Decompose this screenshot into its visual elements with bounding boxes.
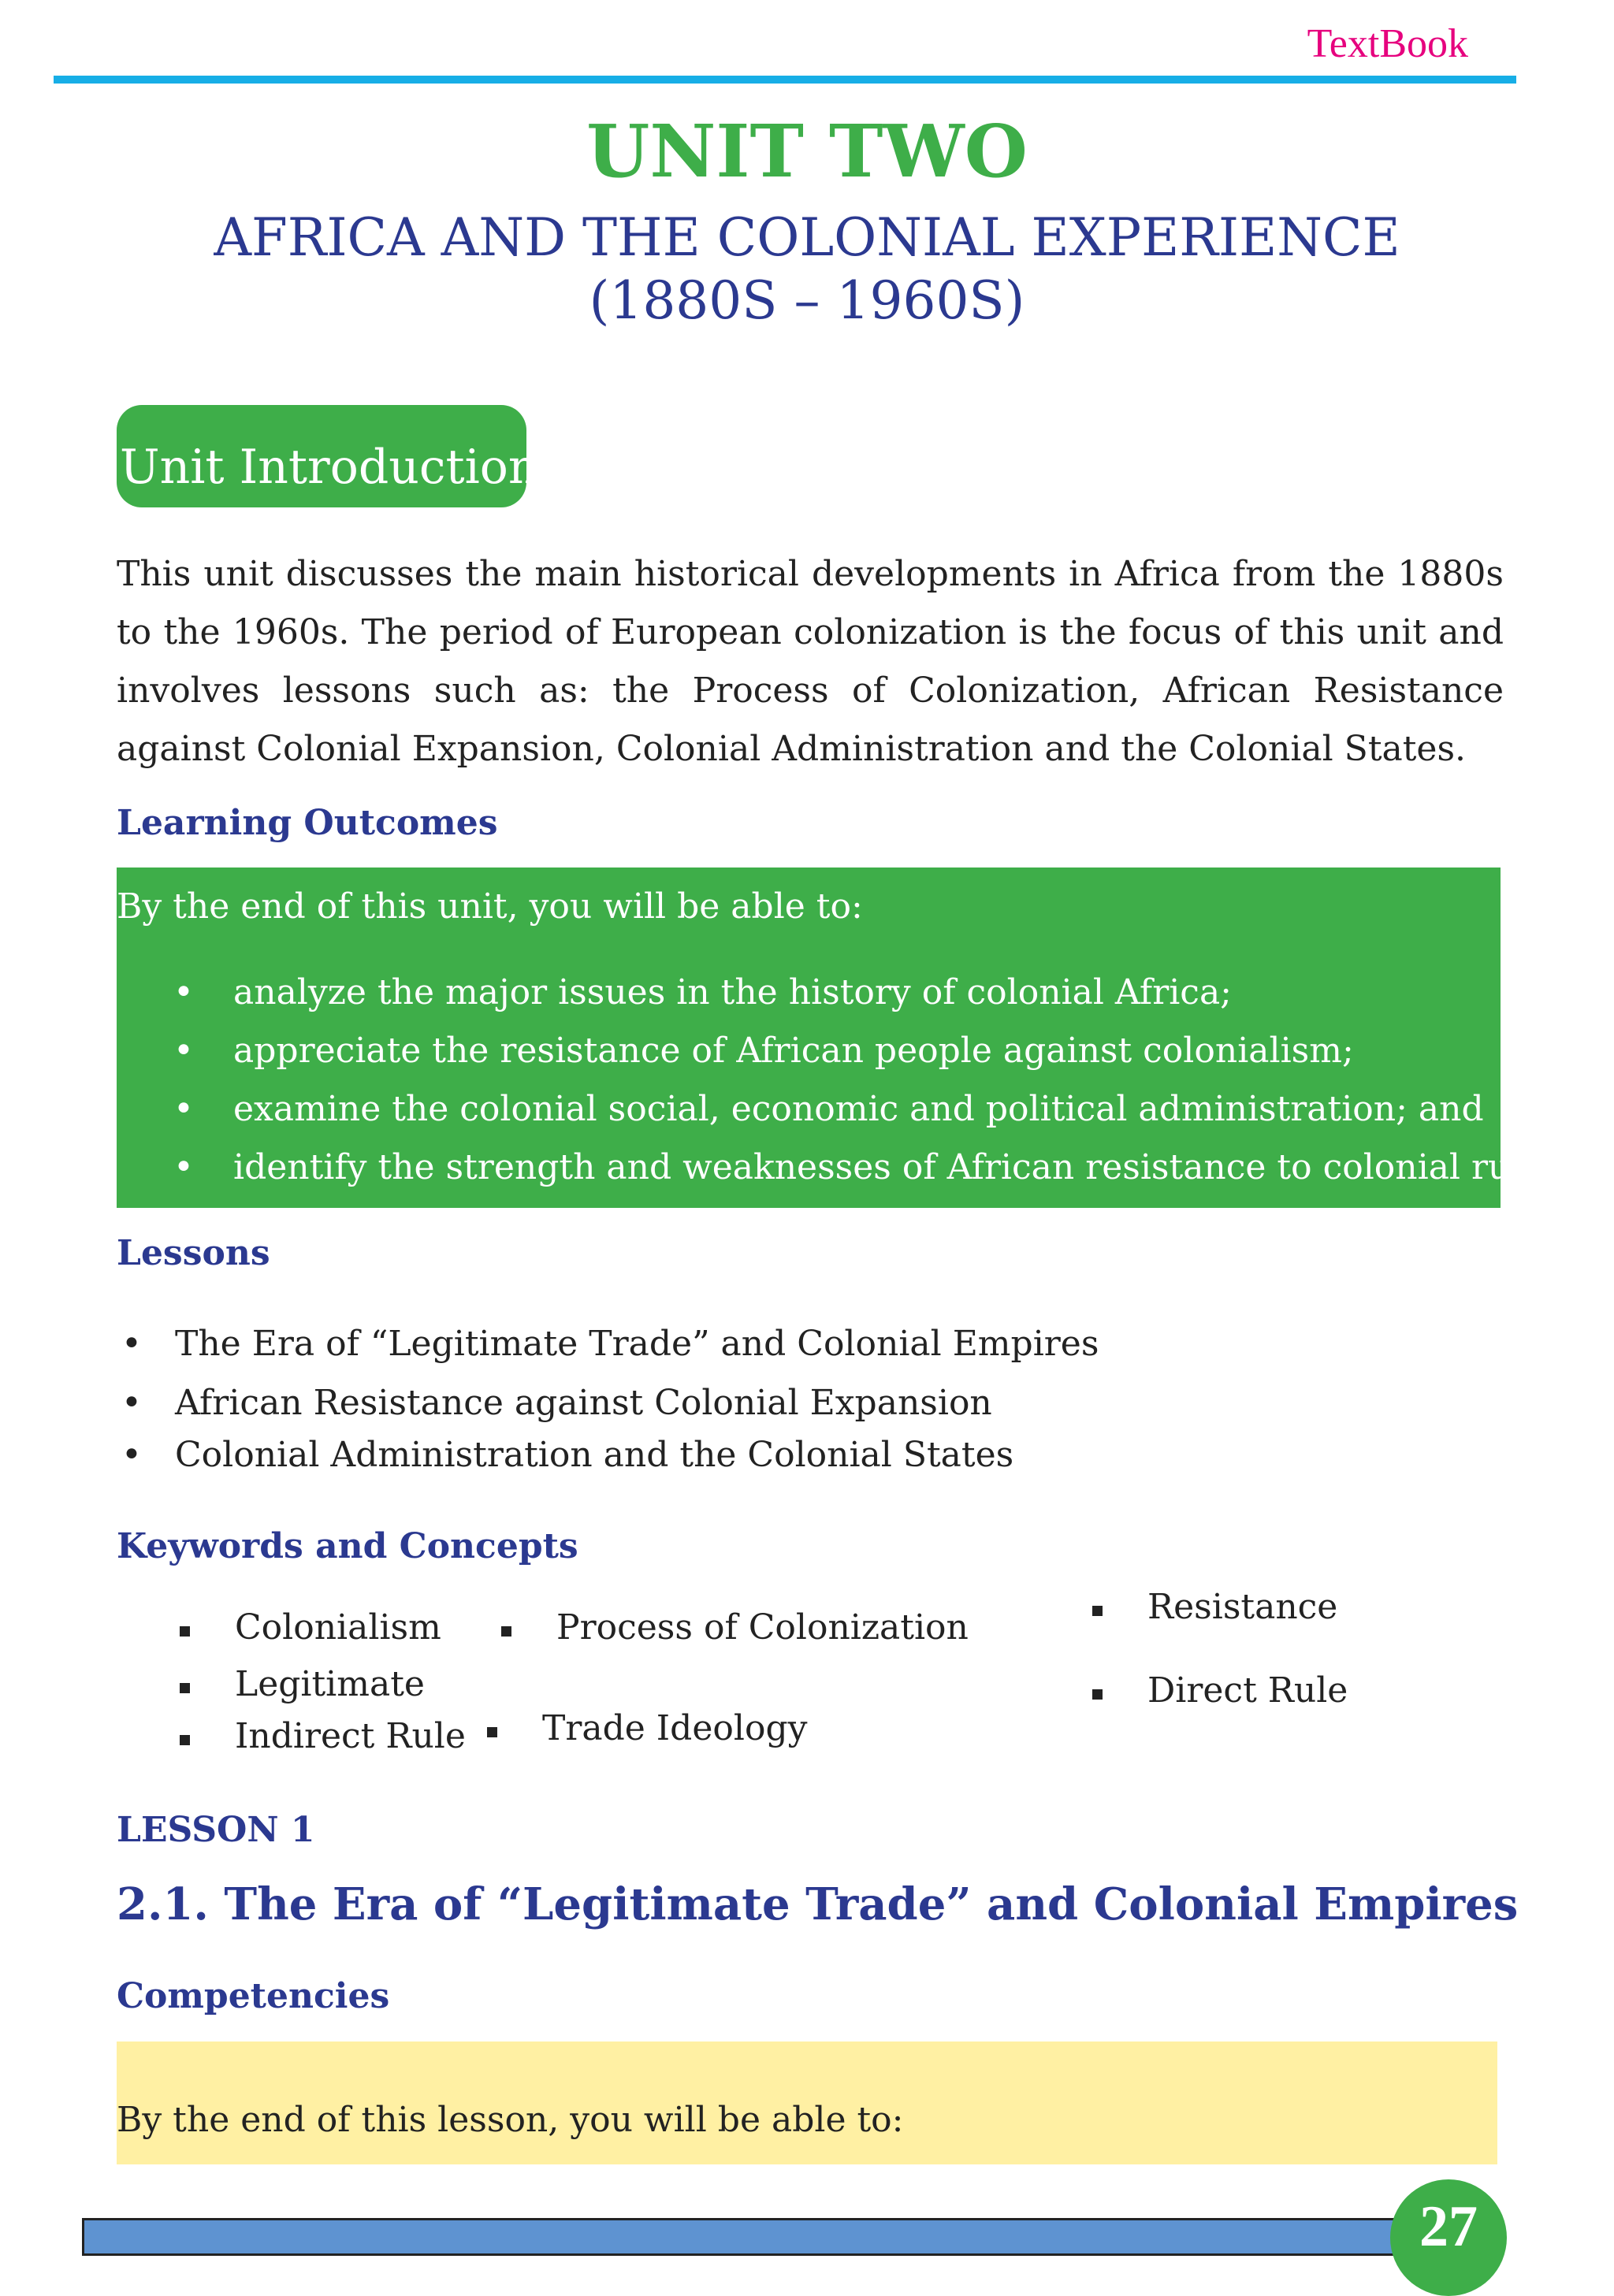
unit-title: UNIT TWO <box>586 109 1028 194</box>
keyword-item: Indirect Rule <box>235 1716 466 1756</box>
unit-subtitle: AFRICA AND THE COLONIAL EXPERIENCE (1880S – 1960S) <box>214 207 1400 331</box>
unit-introduction-heading-box <box>117 405 539 507</box>
lessons-heading: Lessons <box>117 1233 270 1273</box>
keyword-item: Legitimate <box>235 1664 425 1704</box>
lesson-title-text: The Era of “Legitimate Trade” and Colonial Empires <box>224 1878 1519 1930</box>
competencies-heading: Competencies <box>117 1976 390 2016</box>
lesson-number: 2.1. <box>117 1878 209 1930</box>
unit-introduction-heading: Unit Introduction <box>120 440 539 495</box>
unit-introduction-text: This unit discusses the main historical developments in Africa from the 1880s to the 1960s. The period of European colonization is the focus of this unit and involves lessons such as: the Process of Colonization, African Resistance against Colonial Expansion, Colonial Administration and the Colonial States. <box>117 554 1504 769</box>
header-rule <box>54 76 1516 84</box>
keyword-item: Direct Rule <box>1147 1670 1348 1711</box>
competencies-box <box>117 2042 1497 2164</box>
list-item: • African Resistance against Colonial Expansion <box>117 1377 1099 1429</box>
page-number: 27 <box>1419 2194 1478 2259</box>
learning-outcomes-heading: Learning Outcomes <box>117 803 498 843</box>
competencies-intro: By the end of this lesson, you will be able to: <box>117 2100 904 2140</box>
keyword-item: Colonialism <box>235 1607 441 1648</box>
lesson-title <box>117 1878 1518 1930</box>
list-item: • analyze the major issues in the history of colonial Africa; <box>117 964 1553 1022</box>
list-item: • Colonial Administration and the Colonial States <box>117 1429 1099 1481</box>
list-item: • The Era of “Legitimate Trade” and Colonial Empires <box>117 1311 1099 1377</box>
keyword-item: Trade Ideology <box>542 1708 808 1748</box>
list-item: • identify the strength and weaknesses of African resistance to colonial rule. <box>117 1139 1553 1197</box>
learning-outcomes-list <box>117 964 1553 1197</box>
lessons-list <box>117 1311 1099 1481</box>
keyword-item: Resistance <box>1147 1587 1338 1627</box>
list-item: • appreciate the resistance of African people against colonialism; <box>117 1022 1553 1080</box>
footer-bar <box>82 2218 1442 2256</box>
page-number-badge <box>1390 2179 1507 2296</box>
list-item: • examine the colonial social, economic and political administration; and <box>117 1080 1553 1139</box>
keyword-item: Process of Colonization <box>556 1607 969 1648</box>
lesson-label: LESSON 1 <box>117 1810 315 1850</box>
header-label: TextBook <box>1307 21 1468 66</box>
keywords-heading: Keywords and Concepts <box>117 1526 578 1566</box>
learning-outcomes-box <box>117 868 1553 1208</box>
learning-outcomes-intro: By the end of this unit, you will be able to: <box>117 886 863 927</box>
